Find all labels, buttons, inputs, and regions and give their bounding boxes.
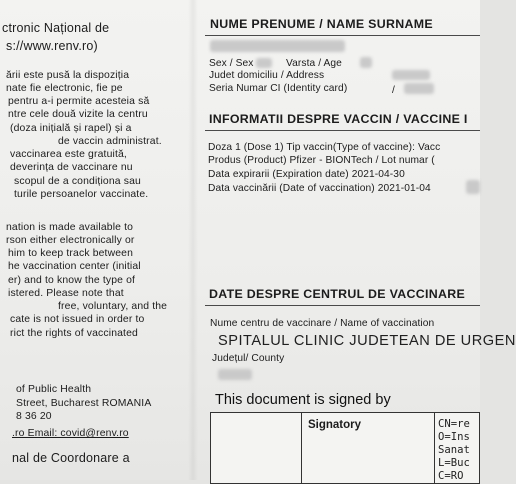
signature-org-line: Sanat bbox=[438, 444, 470, 456]
signed-heading: This document is signed by bbox=[215, 392, 391, 408]
hospital-name: SPITALUL CLINIC JUDETEAN DE URGEN bbox=[218, 333, 516, 349]
coordination-line: nal de Coordonare a bbox=[12, 451, 130, 465]
signature-box-divider bbox=[434, 413, 435, 483]
redacted-name bbox=[210, 40, 345, 52]
redacted-lot bbox=[466, 180, 480, 194]
registry-url-line: s://www.renv.ro) bbox=[6, 39, 98, 53]
identity-title-rule bbox=[205, 35, 480, 36]
id-card-label: Seria Numar CI (Identity card) bbox=[209, 83, 348, 94]
ro-line: vaccinarea este gratuită, bbox=[10, 149, 127, 160]
signature-locality-line: L=Buc bbox=[438, 457, 470, 469]
ro-line: scopul de a condiționa sau bbox=[14, 176, 141, 187]
age-label: Varsta / Age bbox=[286, 58, 342, 69]
redacted-sex bbox=[256, 58, 272, 68]
ro-line: ării este pusă la dispoziția bbox=[6, 70, 130, 81]
vaccine-title: INFORMATII DESPRE VACCIN / VACCINE I bbox=[209, 112, 468, 126]
address-line: Street, Bucharest ROMANIA bbox=[16, 398, 152, 409]
expiration-line: Data expirarii (Expiration date) 2021-04-30 bbox=[208, 169, 405, 180]
signature-box bbox=[210, 412, 480, 484]
en-line: er) and to know the type of bbox=[8, 275, 136, 286]
signature-box-divider bbox=[301, 413, 302, 483]
redacted-age bbox=[360, 57, 372, 68]
left-info-column bbox=[0, 0, 190, 480]
redacted-county bbox=[392, 70, 430, 80]
email-link[interactable]: .ro Email: covid@renv.ro bbox=[12, 428, 129, 439]
en-line: rson either electronically or bbox=[6, 235, 135, 246]
en-line: free, voluntary, and the bbox=[58, 301, 168, 312]
en-line: rict the rights of vaccinated bbox=[10, 328, 138, 339]
center-title-rule bbox=[205, 305, 480, 306]
signatory-label: Signatory bbox=[308, 419, 362, 431]
registry-name-line: ctronic Național de bbox=[2, 21, 110, 35]
redacted-id bbox=[404, 83, 434, 94]
en-line: istered. Please note that bbox=[8, 288, 124, 299]
identity-title: NUME PRENUME / NAME SURNAME bbox=[210, 17, 433, 31]
ro-line: deverința de vaccinare nu bbox=[10, 162, 133, 173]
ro-line: de vaccin administrat. bbox=[58, 136, 162, 147]
center-county-label: Județul/ County bbox=[212, 353, 285, 364]
id-separator: / bbox=[392, 85, 395, 96]
redacted-center-county bbox=[218, 369, 252, 380]
vaccination-date-line: Data vaccinării (Date of vaccination) 2021-01-04 bbox=[208, 183, 431, 194]
vaccine-title-rule bbox=[205, 130, 480, 131]
center-title: DATE DESPRE CENTRUL DE VACCINARE bbox=[209, 287, 466, 301]
ro-line: (doza inițială și rapel) și a bbox=[10, 123, 132, 134]
sex-label: Sex / Sex bbox=[209, 58, 254, 69]
product-line: Produs (Product) Pfizer - BIONTech / Lot numar ( bbox=[208, 155, 435, 166]
institute-line: of Public Health bbox=[16, 384, 92, 395]
phone-line: 8 36 20 bbox=[16, 411, 52, 422]
en-line: nation is made available to bbox=[6, 222, 134, 233]
en-line: he vaccination center (initial bbox=[8, 261, 141, 272]
ro-line: turile persoanelor vaccinate. bbox=[14, 189, 149, 200]
ro-line: pentru a-i permite acesteia să bbox=[8, 96, 150, 107]
en-line: cate is not issued in order to bbox=[10, 314, 145, 325]
signature-cn-line: CN=re bbox=[438, 418, 470, 430]
center-name-label: Nume centru de vaccinare / Name of vaccination bbox=[210, 318, 435, 329]
signature-org-line: O=Ins bbox=[438, 431, 470, 443]
signature-country-line: C=RO bbox=[438, 470, 464, 482]
county-label: Judet domiciliu / Address bbox=[209, 70, 325, 81]
ro-line: nate fie electronic, fie pe bbox=[6, 83, 123, 94]
ro-line: ntre cele două vizite la centru bbox=[8, 109, 148, 120]
dose-line: Doza 1 (Dose 1) Tip vaccin(Type of vaccine): Vacc bbox=[208, 142, 441, 153]
en-line: him to keep track between bbox=[8, 248, 134, 259]
